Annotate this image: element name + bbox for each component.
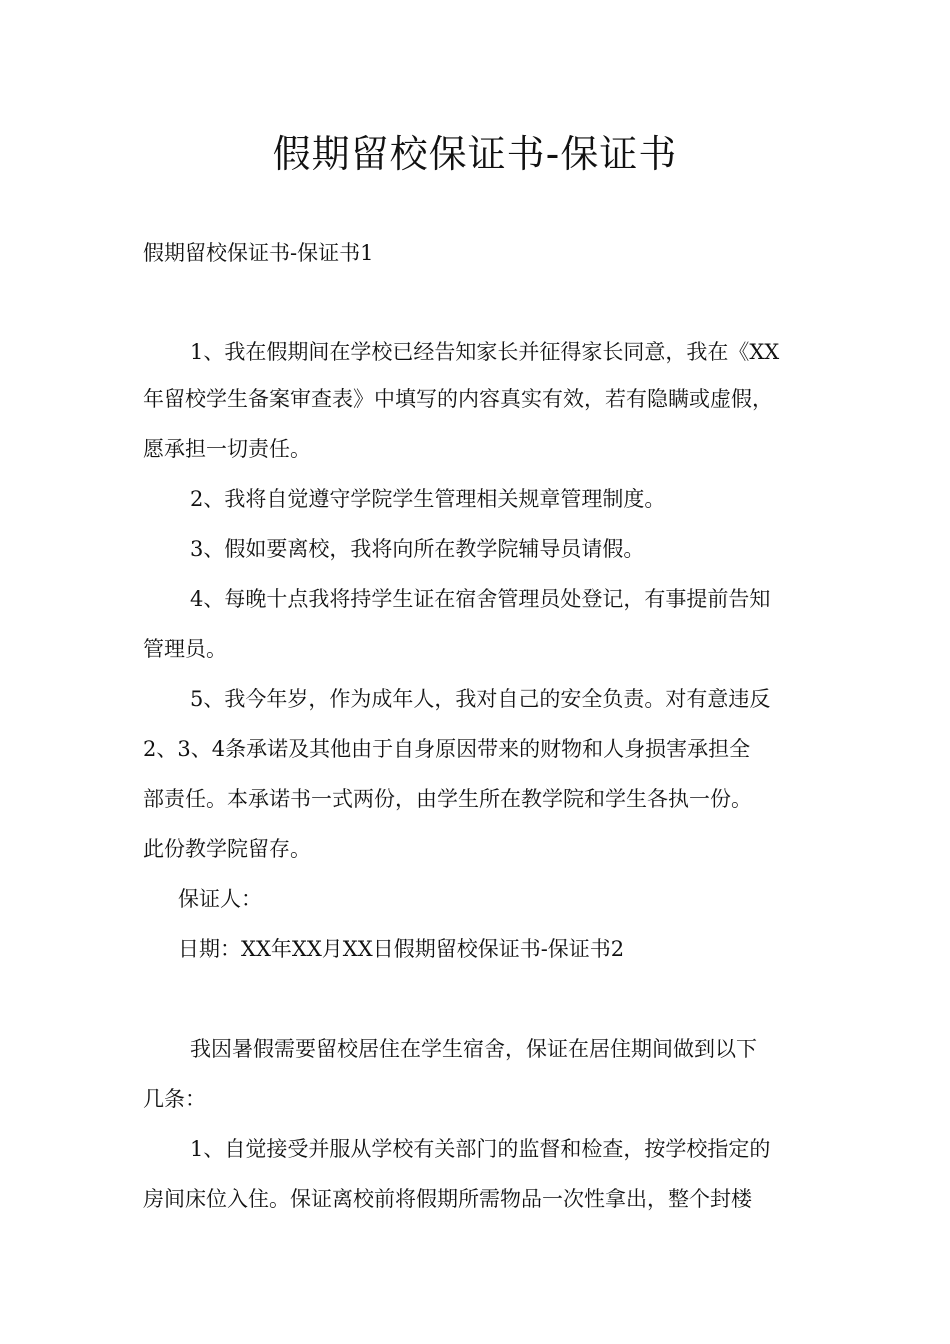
guarantor-label: 保证人： [178, 887, 262, 911]
paragraph-line: 年留校学生备案审查表》中填写的内容真实有效，若有隐瞒或虚假， [143, 387, 773, 411]
paragraph-line: 1、自觉接受并服从学校有关部门的监督和检查，按学校指定的 [190, 1137, 771, 1161]
document-title: 假期留校保证书-保证书 [272, 132, 678, 176]
paragraph-line: 2、3、4条承诺及其他由于自身原因带来的财物和人身损害承担全 [143, 737, 751, 761]
paragraph-line: 1、我在假期间在学校已经告知家长并征得家长同意，我在《XX [190, 340, 780, 364]
paragraph-line: 此份教学院留存。 [143, 837, 311, 861]
paragraph-line: 管理员。 [143, 637, 227, 661]
section-heading-1: 假期留校保证书-保证书1 [143, 241, 374, 265]
paragraph-line: 2、我将自觉遵守学院学生管理相关规章管理制度。 [190, 487, 666, 511]
paragraph-line: 部责任。本承诺书一式两份，由学生所在教学院和学生各执一份。 [143, 787, 752, 811]
paragraph-line: 房间床位入住。保证离校前将假期所需物品一次性拿出，整个封楼 [143, 1187, 752, 1211]
paragraph-line: 我因暑假需要留校居住在学生宿舍，保证在居住期间做到以下 [190, 1037, 757, 1061]
paragraph-line: 4、每晚十点我将持学生证在宿舍管理员处登记，有事提前告知 [190, 587, 771, 611]
paragraph-line: 3、假如要离校，我将向所在教学院辅导员请假。 [190, 537, 645, 561]
paragraph-line: 5、我今年岁，作为成年人，我对自己的安全负责。对有意违反 [190, 687, 771, 711]
date-line: 日期：XX年XX月XX日假期留校保证书-保证书2 [178, 937, 625, 961]
paragraph-line: 几条： [143, 1087, 206, 1111]
paragraph-line: 愿承担一切责任。 [143, 437, 311, 461]
